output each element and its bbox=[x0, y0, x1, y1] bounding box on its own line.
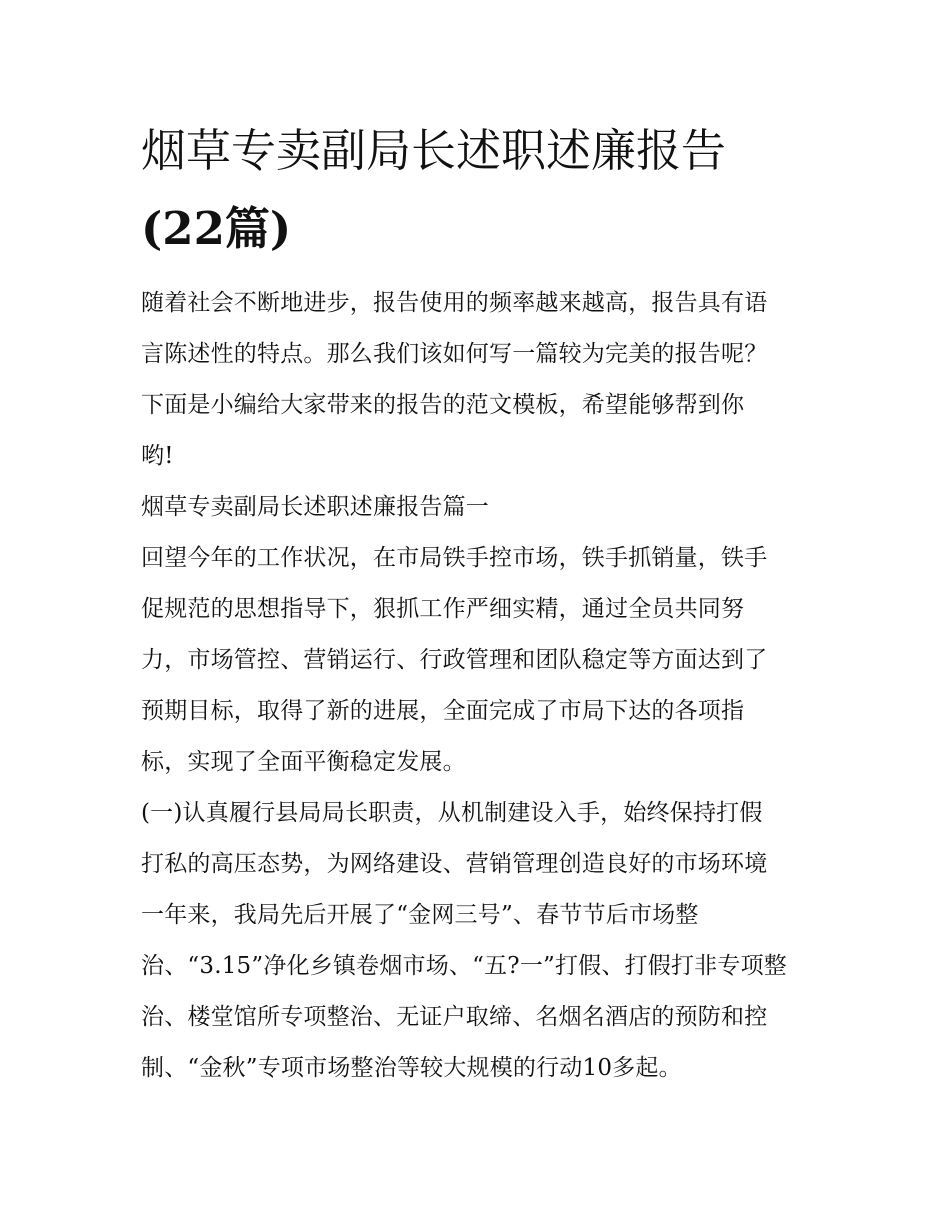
text-line: 言陈述性的特点。那么我们该如何写一篇较为完美的报告呢？ bbox=[141, 341, 768, 367]
section-heading-text: 烟草专卖副局长述职述廉报告篇一 bbox=[141, 494, 489, 520]
text-line: 预期目标，取得了新的进展，全面完成了市局下达的各项指 bbox=[141, 698, 745, 724]
text-line: 随着社会不断地进步，报告使用的频率越来越高，报告具有语 bbox=[141, 290, 768, 316]
text-line: 标，实现了全面平衡稳定发展。 bbox=[141, 749, 466, 775]
document-title-line-1: 烟草专卖副局长述职述廉报告 bbox=[141, 124, 727, 177]
text-line: 制、“金秋”专项市场整治等较大规模的行动10多起。 bbox=[141, 1055, 682, 1081]
text-line: 力，市场管控、营销运行、行政管理和团队稳定等方面达到了 bbox=[141, 647, 768, 673]
text-line: 一年来，我局先后开展了“金网三号”、春节节后市场整 bbox=[141, 902, 699, 928]
text-line: 促规范的思想指导下，狠抓工作严细实精，通过全员共同努 bbox=[141, 596, 745, 622]
document-content bbox=[141, 112, 813, 1094]
section-heading bbox=[141, 482, 813, 533]
text-line: 打私的高压态势，为网络建设、营销管理创造良好的市场环境 bbox=[141, 851, 768, 877]
text-line: 回望今年的工作状况，在市局铁手控市场，铁手抓销量，铁手 bbox=[141, 545, 768, 571]
document-body bbox=[141, 278, 813, 1094]
text-line: 下面是小编给大家带来的报告的范文模板，希望能够帮到你 bbox=[141, 392, 745, 418]
intro-paragraph bbox=[141, 278, 813, 482]
text-line: (一)认真履行县局局长职责，从机制建设入手，始终保持打假 bbox=[141, 800, 763, 826]
duty-paragraph bbox=[141, 788, 813, 1094]
review-paragraph bbox=[141, 533, 813, 788]
document-title-line-2: (22篇) bbox=[141, 202, 292, 255]
text-line: 哟! bbox=[141, 443, 174, 469]
text-line: 治、“3.15”净化乡镇卷烟市场、“五?一”打假、打假打非专项整 bbox=[141, 953, 787, 979]
text-line: 治、楼堂馆所专项整治、无证户取缔、名烟名酒店的预防和控 bbox=[141, 1004, 768, 1030]
